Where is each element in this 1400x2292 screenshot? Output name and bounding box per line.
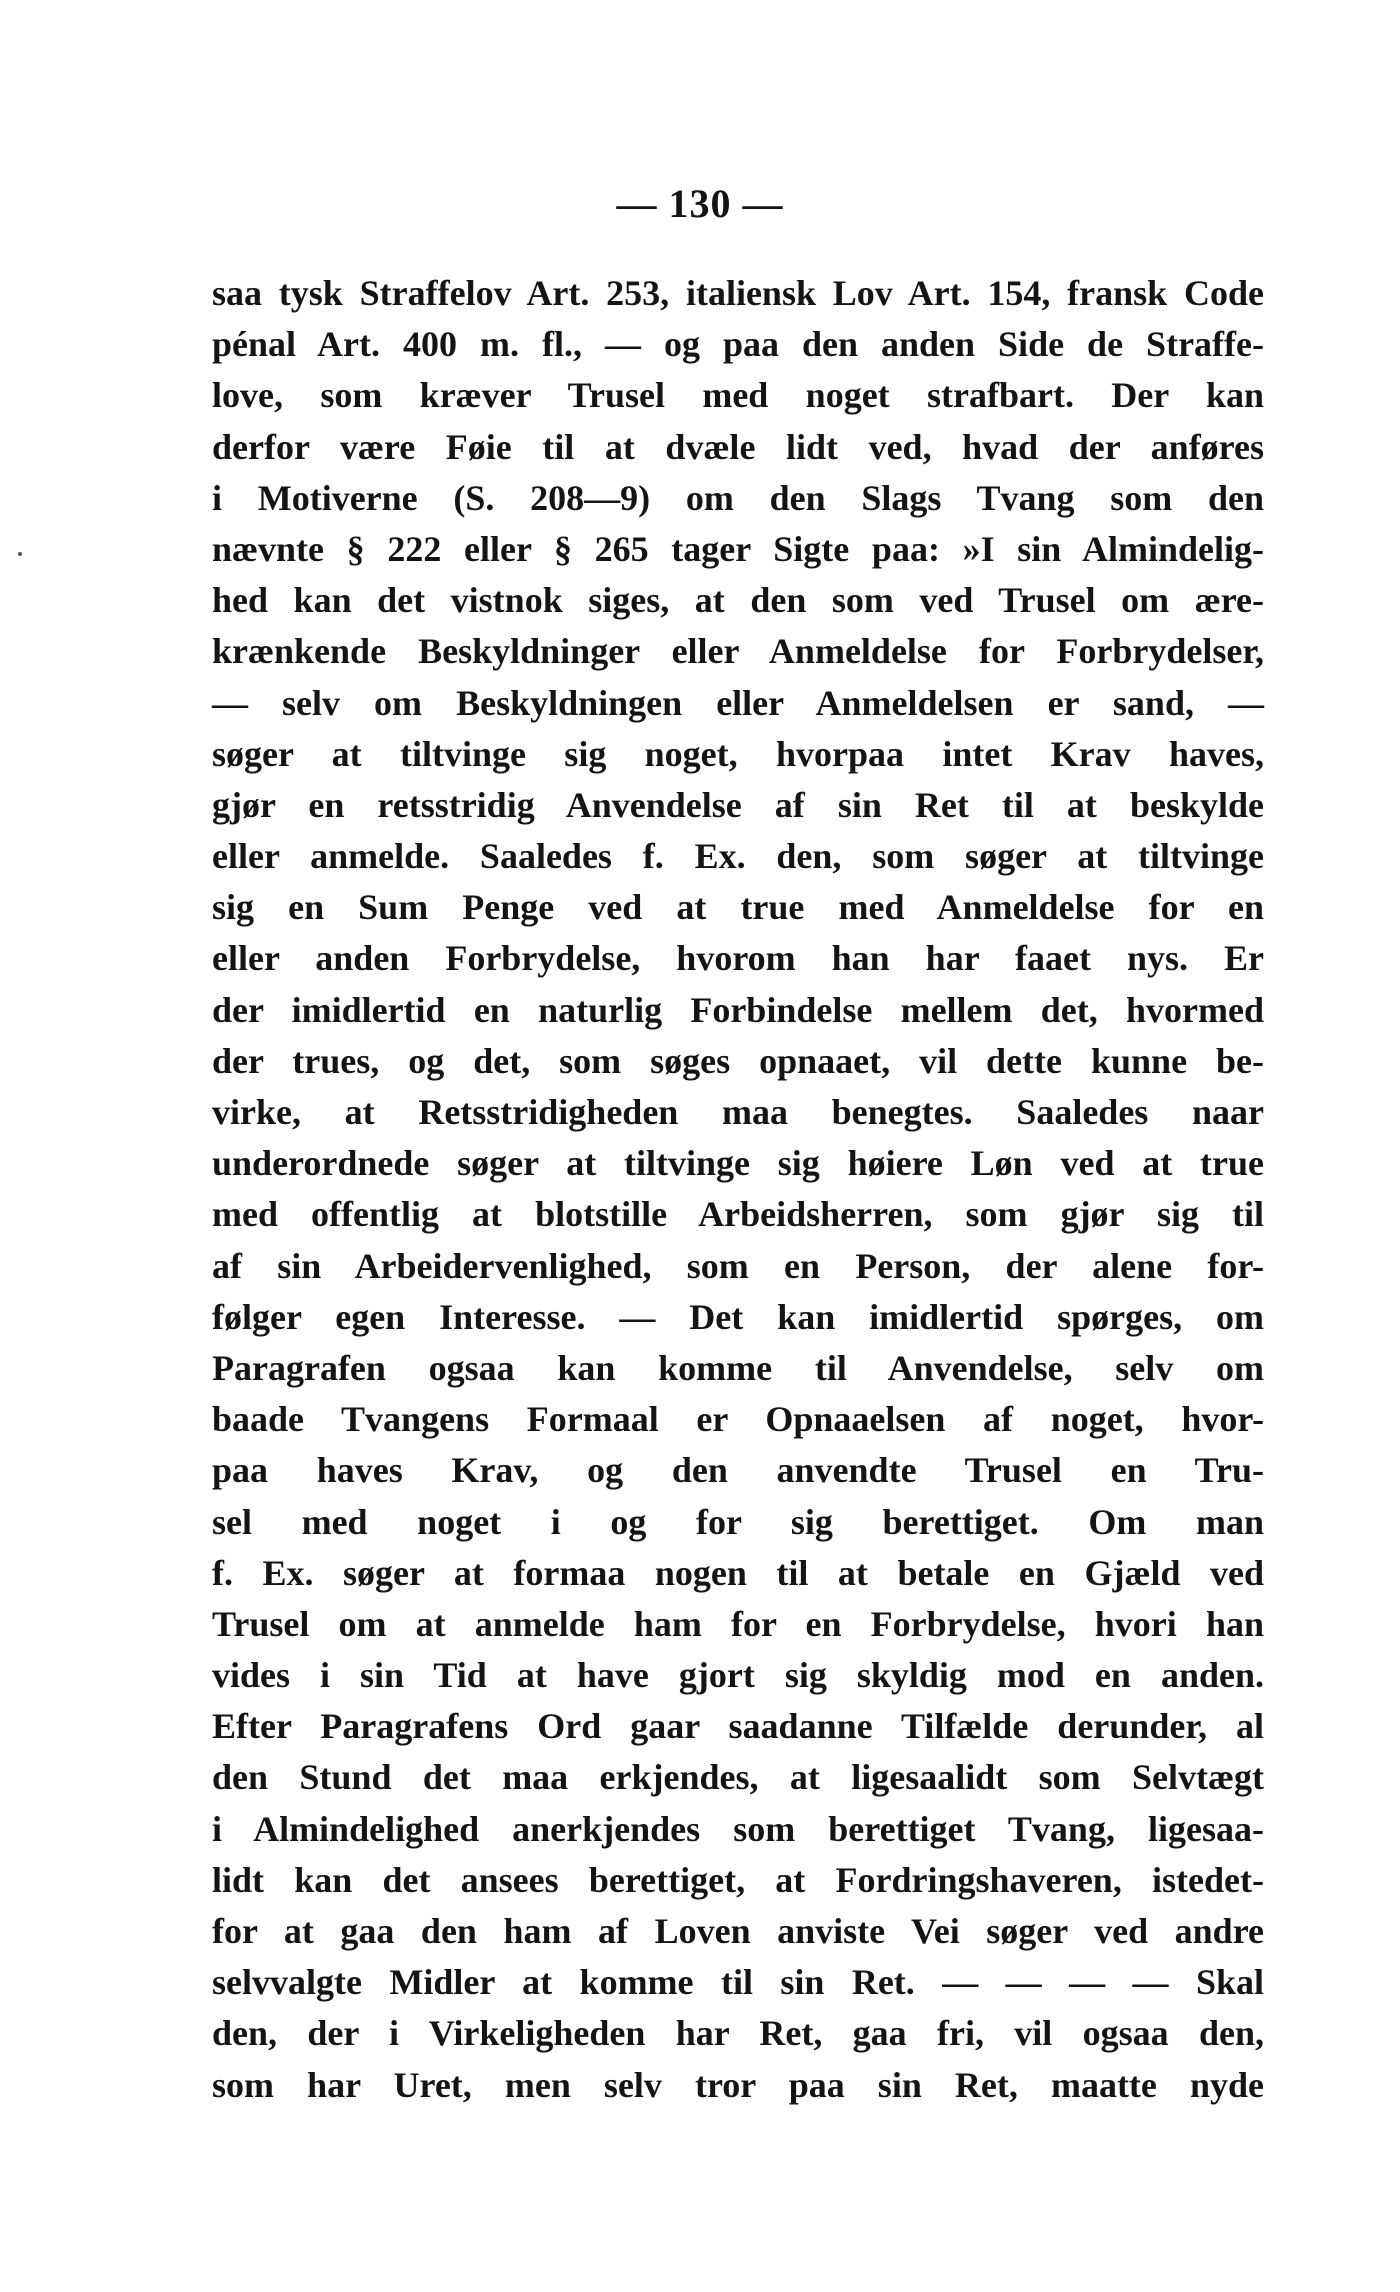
text-line: — selv om Beskyldningen eller Anmeldelsen er sand, — [212, 682, 1264, 723]
text-line: eller anden Forbrydelse, hvorom han har faaet nys. Er [212, 938, 1264, 979]
stray-ink-mark [18, 552, 22, 556]
text-line: pénal Art. 400 m. fl., — og paa den anden Side de Straffe- [212, 324, 1264, 365]
text-line: sel med noget i og for sig berettiget. Om man [212, 1501, 1264, 1542]
text-line: saa tysk Straffelov Art. 253, italiensk Lov Art. 154, fransk Code [212, 273, 1264, 313]
text-line: selvvalgte Midler at komme til sin Ret. — — — — Skal [212, 1962, 1264, 2003]
text-line: af sin Arbeidervenlighed, som en Person, der alene for- [212, 1245, 1264, 1286]
text-line: sig en Sum Penge ved at true med Anmeldelse for en [212, 887, 1264, 928]
text-line: hed kan det vistnok siges, at den som ved Trusel om ære- [212, 580, 1264, 621]
text-line: Paragrafen ogsaa kan komme til Anvendelse, selv om [212, 1347, 1264, 1388]
text-line: søger at tiltvinge sig noget, hvorpaa intet Krav haves, [212, 733, 1264, 774]
text-line: lidt kan det ansees berettiget, at Fordringshaveren, istedet- [212, 1859, 1264, 1900]
text-line: som har Uret, men selv tror paa sin Ret, maatte nyde [212, 2064, 1264, 2105]
body-text [212, 268, 1264, 2111]
text-line: følger egen Interesse. — Det kan imidlertid spørges, om [212, 1296, 1264, 1337]
text-line: den, der i Virkeligheden har Ret, gaa fri, vil ogsaa den, [212, 2013, 1264, 2054]
text-line: nævnte § 222 eller § 265 tager Sigte paa: »I sin Almindelig- [212, 528, 1264, 569]
text-line: eller anmelde. Saaledes f. Ex. den, som søger at tiltvinge [212, 836, 1264, 877]
text-line: gjør en retsstridig Anvendelse af sin Ret til at beskylde [212, 784, 1264, 825]
text-line: med offentlig at blotstille Arbeidsherren, som gjør sig til [212, 1194, 1264, 1235]
text-line: vides i sin Tid at have gjort sig skyldig mod en anden. [212, 1655, 1264, 1696]
text-line: baade Tvangens Formaal er Opnaaelsen af noget, hvor- [212, 1399, 1264, 1440]
text-line: Trusel om at anmelde ham for en Forbrydelse, hvori han [212, 1603, 1264, 1644]
text-line: love, som kræver Trusel med noget strafbart. Der kan [212, 375, 1264, 416]
text-line: underordnede søger at tiltvinge sig høiere Løn ved at true [212, 1143, 1264, 1184]
text-line: derfor være Føie til at dvæle lidt ved, hvad der anføres [212, 426, 1264, 467]
text-line: i Motiverne (S. 208—9) om den Slags Tvang som den [212, 477, 1264, 518]
text-line: der imidlertid en naturlig Forbindelse mellem det, hvormed [212, 989, 1264, 1030]
text-line: virke, at Retsstridigheden maa benegtes. Saaledes naar [212, 1092, 1264, 1132]
text-line: i Almindelighed anerkjendes som berettiget Tvang, ligesaa- [212, 1808, 1264, 1849]
text-line: f. Ex. søger at formaa nogen til at betale en Gjæld ved [212, 1552, 1264, 1593]
text-line: paa haves Krav, og den anvendte Trusel en Tru- [212, 1450, 1264, 1491]
text-line: for at gaa den ham af Loven anviste Vei søger ved andre [212, 1911, 1264, 1951]
page-number: — 130 — [616, 181, 784, 226]
text-line: den Stund det maa erkjendes, at ligesaalidt som Selvtægt [212, 1757, 1264, 1798]
text-line: der trues, og det, som søges opnaaet, vil dette kunne be- [212, 1040, 1264, 1081]
text-line: krænkende Beskyldninger eller Anmeldelse for Forbrydelser, [212, 631, 1264, 672]
text-line: Efter Paragrafens Ord gaar saadanne Tilfælde derunder, al [212, 1706, 1264, 1747]
